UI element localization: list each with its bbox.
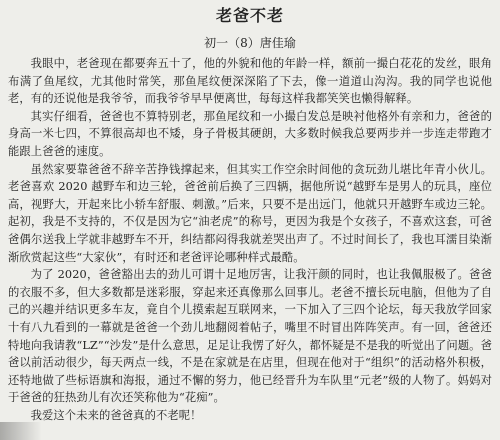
paragraph: 我爱这个未来的爸爸真的不老呢！ xyxy=(30,408,202,422)
paragraph: 我眼中，老爸现在都要奔五十了，他的外貌和他的年龄一样，额前一撮白花花的发丝，眼角布满了鱼尾纹，尤其他时常笑，那鱼尾纹便深深陷了下去，像一道道山沟沟。我的同学也说他老，有的还说他是我爷爷，而我爷爷早早便离世，每每这样我都笑笑也懒得解释。 xyxy=(8,57,492,106)
paragraph: 为了 2020，爸爸豁出去的劲儿可谓十足地厉害，让我汗颜的同时，也让我佩服极了。爸爸的衣服不多，但大多数都是迷彩服，穿起来还真像那么回事儿。老爸不擅长玩电脑，但他为了自己的兴趣并结识更多车友，竟自个儿摸索起互联网来，一下加入了三四个论坛，每天我放学回家十有八九看到的一幕就是爸爸一个劲儿地翻阅着帖子，嘴里不时冒出阵阵笑声。有一回，爸爸还特地向我请教“LZ”“沙发”是什么意思，足足让我愣了好久，都怀疑是不是我的听觉出了问题。爸爸以前活动很少，每天两点一线，不是在家就是在店里，但现在他对于“组织”的活动格外积极，还特地做了些标语旗和海报，通过不懈的努力，他已经晋升为车队里“元老”级的人物了。妈妈对于爸爸的狂热劲儿有次还笑称他为“花痴”。 xyxy=(8,268,492,405)
author-byline: 初一（8）唐佳瑜 xyxy=(204,36,296,50)
paragraph: 虽然家要靠爸爸不辞辛苦挣钱撑起来，但其实工作空余时间他的贪玩劲儿堪比年青小伙儿。老爸喜欢 2020 越野车和边三轮，爸爸前后换了三四辆，据他所说“越野车是男人的玩具，座位高，视野大，开起来比小轿车舒服、刺激。”后来，只要不是出远门，他就只开越野车或边三轮。起初，我是不支持的，不仅是因为它“油老虎”的称号，更因为我是个女孩子，不喜欢这套，可爸爸偶尔送我上学就非越野车不开，纠结都闷得我就差哭出声了。不过时间长了，我也耳濡目染渐渐欣赏起这些“大家伙”，有时还和老爸评论哪种样式最酷。 xyxy=(8,162,492,264)
essay-title: 老爸不老 xyxy=(215,6,284,25)
essay-body xyxy=(8,55,492,424)
paragraph: 其实仔细看，爸爸也不算特别老，那鱼尾纹和一小撮白发总是映衬他格外有亲和力，爸爸的身高一米七四，不算很高却也不矮，身子骨极其硬朗，大多数时候我总要两步并一步连走带跑才能跟上爸爸的速度。 xyxy=(8,109,492,158)
